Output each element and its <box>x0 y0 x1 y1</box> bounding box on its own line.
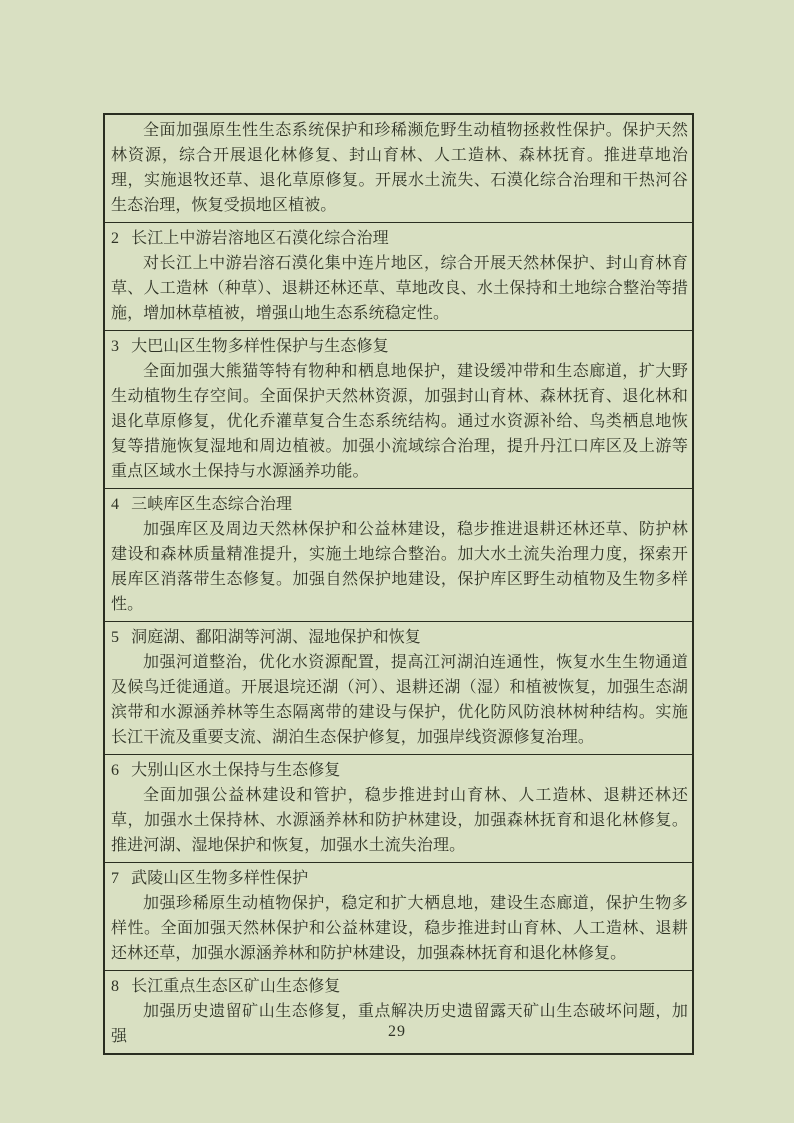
section-body: 加强珍稀原生动植物保护，稳定和扩大栖息地，建设生态廊道，保护生物多样性。全面加强天然林保护和公益林建设，稳步推进封山育林、人工造林、退耕还林还草，加强水源涵养林和防护林建设，加强森林抚育和退化林修复。 <box>111 895 688 962</box>
section-title <box>111 226 688 251</box>
section-number: 3 <box>111 338 120 355</box>
section-title <box>111 334 688 359</box>
table-row <box>105 754 692 862</box>
section-number: 7 <box>111 870 120 887</box>
section-body: 全面加强公益林建设和管护，稳步推进封山育林、人工造林、退耕还林还草，加强水土保持林、水源涵养林和防护林建设，加强森林抚育和退化林修复。推进河湖、湿地保护和恢复，加强水土流失治理。 <box>111 787 688 854</box>
section-body: 全面加强大熊猫等特有物种和栖息地保护，建设缓冲带和生态廊道，扩大野生动植物生存空间。全面保护天然林资源，加强封山育林、森林抚育、退化林和退化草原修复，优化乔灌草复合生态系统结构。通过水资源补给、鸟类栖息地恢复等措施恢复湿地和周边植被。加强小流域综合治理，提升丹江口库区及上游等重点区域水土保持与水源涵养功能。 <box>111 363 688 480</box>
section-number: 8 <box>111 978 120 995</box>
table-row <box>105 621 692 754</box>
section-body: 加强库区及周边天然林保护和公益林建设，稳步推进退耕还林还草、防护林建设和森林质量精准提升，实施土地综合整治。加大水土流失治理力度，探索开展库区消落带生态修复。加强自然保护地建设，保护库区野生动植物及生物多样性。 <box>111 521 688 613</box>
table-row <box>105 222 692 330</box>
table-row <box>105 862 692 970</box>
table-row <box>105 115 692 222</box>
section-title-text: 长江上中游岩溶地区石漠化综合治理 <box>131 230 389 247</box>
section-title-text: 洞庭湖、鄱阳湖等河湖、湿地保护和恢复 <box>131 629 421 646</box>
section-number: 4 <box>111 496 120 513</box>
section-title-text: 武陵山区生物多样性保护 <box>131 870 309 887</box>
section-title <box>111 625 688 650</box>
section-title <box>111 974 688 999</box>
section-title <box>111 866 688 891</box>
section-title-text: 大巴山区生物多样性保护与生态修复 <box>131 338 389 355</box>
section-title <box>111 492 688 517</box>
section-title-text: 长江重点生态区矿山生态修复 <box>131 978 341 995</box>
section-number: 6 <box>111 762 120 779</box>
table-row <box>105 488 692 621</box>
section-number: 5 <box>111 629 120 646</box>
section-body: 加强历史遗留矿山生态修复，重点解决历史遗留露天矿山生态破坏问题，加强 <box>111 1003 688 1045</box>
page-number: 29 <box>388 1023 406 1040</box>
section-body: 对长江上中游岩溶石漠化集中连片地区，综合开展天然林保护、封山育林育草、人工造林（种草）、退耕还林还草、草地改良、水土保持和土地综合整治等措施，增加林草植被，增强山地生态系统稳定性。 <box>111 255 688 322</box>
section-title-text: 三峡库区生态综合治理 <box>131 496 293 513</box>
ecology-restoration-table <box>103 113 694 1055</box>
section-title <box>111 758 688 783</box>
section-body: 加强河道整治，优化水资源配置，提高江河湖泊连通性，恢复水生生物通道及候鸟迁徙通道。开展退垸还湖（河）、退耕还湖（湿）和植被恢复，加强生态湖滨带和水源涵养林等生态隔离带的建设与保护，优化防风防浪林树种结构。实施长江干流及重要支流、湖泊生态保护修复，加强岸线资源修复治理。 <box>111 654 688 746</box>
table-row <box>105 330 692 488</box>
section-body: 全面加强原生性生态系统保护和珍稀濒危野生动植物拯救性保护。保护天然林资源，综合开展退化林修复、封山育林、人工造林、森林抚育。推进草地治理，实施退牧还草、退化草原修复。开展水土流失、石漠化综合治理和干热河谷生态治理，恢复受损地区植被。 <box>111 122 688 214</box>
section-title-text: 大别山区水土保持与生态修复 <box>131 762 341 779</box>
section-number: 2 <box>111 230 120 247</box>
